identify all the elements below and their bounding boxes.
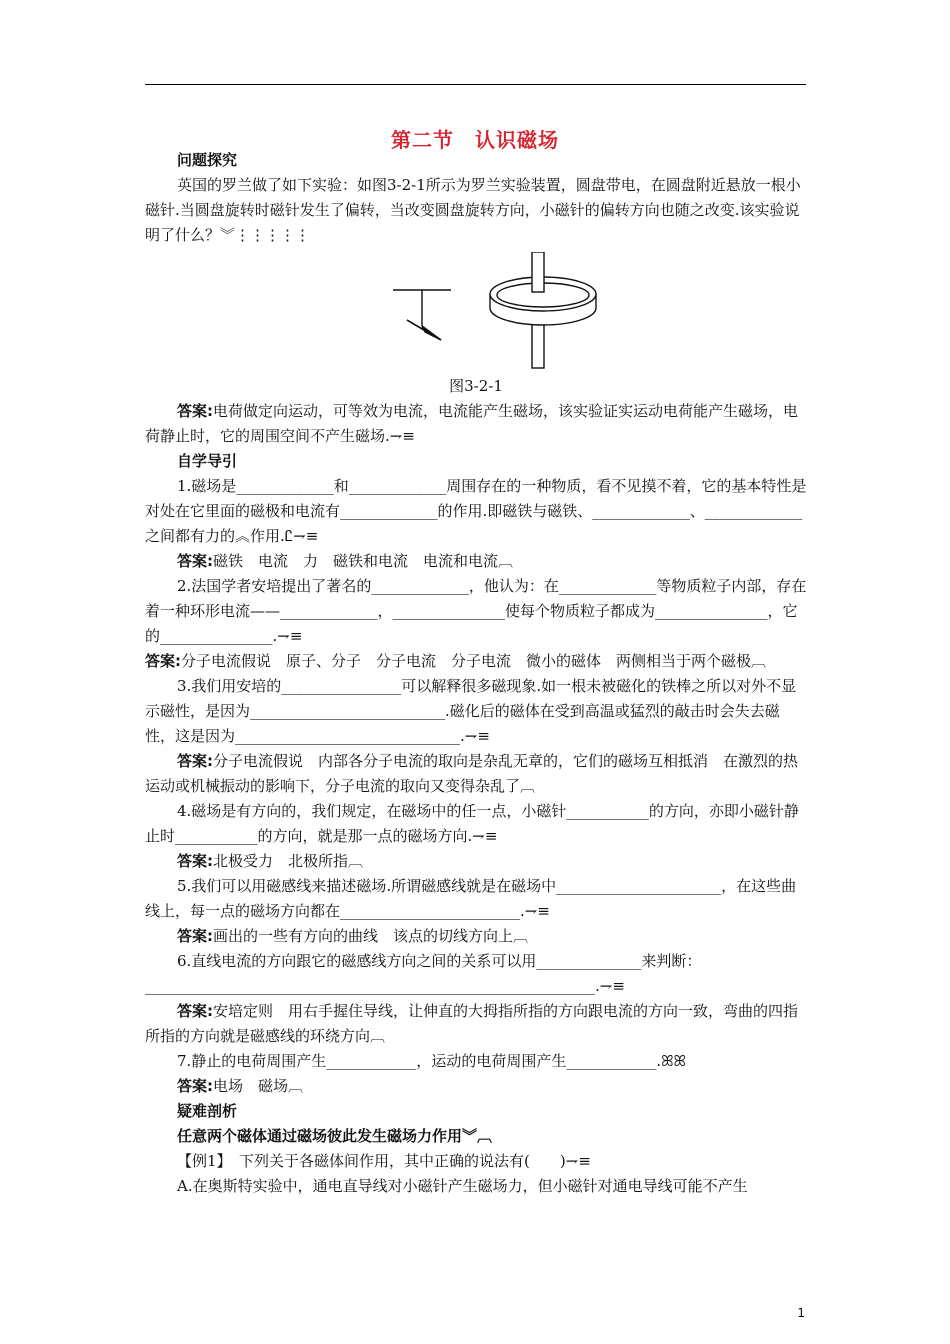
answer-1 [145, 549, 807, 574]
answer-label: 答案: [177, 852, 213, 870]
answer-4 [145, 849, 807, 874]
magnetic-needle-icon [393, 290, 451, 340]
question-1: 1.磁场是_____________和_____________周围存在的一种物质，看不见摸不着，它的基本特性是对处在它里面的磁极和电流有_____________的作用.即磁铁与磁铁、_____________、_____________之间都有力的︽作用.Ꮭ⇁≡ [145, 477, 807, 545]
answer-2 [145, 649, 807, 674]
answer-label: 答案: [177, 402, 213, 420]
answer-6 [145, 999, 807, 1049]
page-title: 第二节 认识磁场 [391, 128, 559, 152]
inquiry-answer [145, 399, 807, 449]
answer-text: 画出的一些有方向的曲线 该点的切线方向上︹ [213, 927, 529, 945]
answer-3 [145, 749, 807, 799]
answer-label: 答案: [177, 1077, 213, 1095]
answer-label: 答案: [145, 652, 181, 670]
answer-7 [145, 1074, 807, 1099]
answer-text: 磁铁 电流 力 磁铁和电流 电流和电流︹ [213, 552, 514, 570]
question-4: 4.磁场是有方向的，我们规定，在磁场中的任一点，小磁针___________的方向，亦即小磁针静止时___________的方向，就是那一点的磁场方向.⇁≡ [145, 802, 799, 845]
answer-text: 分子电流假说 内部各分子电流的取向是杂乱无章的，它们的磁场互相抵消 在激烈的热运动或机械振动的影响下，分子电流的取向又变得杂乱了︹ [145, 752, 799, 795]
answer-label: 答案: [177, 552, 213, 570]
answer-label: 答案: [177, 927, 213, 945]
answer-text: 安培定则 用右手握住导线，让伸直的大拇指所指的方向跟电流的方向一致，弯曲的四指所指的方向就是磁感线的环绕方向︹ [145, 1002, 799, 1045]
answer-text: 电场 磁场︹ [213, 1077, 304, 1095]
question-7: 7.静止的电荷周围产生____________，运动的电荷周围产生____________.ꕤꕤ [177, 1052, 687, 1070]
figure-3-2-1 [145, 252, 807, 374]
answer-text: 电荷做定向运动，可等效为电流，电流能产生磁场，该实验证实运动电荷能产生磁场，电荷静止时，它的周围空间不产生磁场.⇁≡ [145, 402, 799, 445]
rowland-apparatus-diagram [145, 252, 807, 374]
inquiry-paragraph: 英国的罗兰做了如下实验：如图3-2-1所示为罗兰实验装置，圆盘带电，在圆盘附近悬放一根小磁针.当圆盘旋转时磁针发生了偏转，当改变圆盘旋转方向，小磁针的偏转方向也随之改变.该实验说明了什么？︾⋮⋮⋮⋮⋮ [145, 176, 801, 244]
figure-caption: 图3-2-1 [449, 377, 503, 395]
page-number: 1 [797, 1306, 805, 1320]
answer-5 [145, 924, 807, 949]
answer-label: 答案: [177, 1002, 213, 1020]
topic-heading: 任意两个磁体通过磁场彼此发生磁场力作用︾︹ [177, 1127, 493, 1145]
answer-text: 分子电流假说 原子、分子 分子电流 分子电流 微小的磁体 两侧相当于两个磁极︹ [181, 652, 767, 670]
section-heading-difficulty: 疑难剖析 [177, 1102, 238, 1120]
document-body [145, 148, 807, 1199]
question-6: 6.直线电流的方向跟它的磁感线方向之间的关系可以用______________来判断：____________________________________________________________.⇁≡ [145, 952, 702, 995]
section-heading-self-study: 自学导引 [177, 452, 238, 470]
example-1: 【例1】 下列关于各磁体间作用，其中正确的说法有( )⇁≡ [177, 1152, 591, 1170]
answer-text: 北极受力 北极所指︹ [213, 852, 364, 870]
answer-label: 答案: [177, 752, 213, 770]
header-rule [145, 84, 806, 85]
section-heading-inquiry: 问题探究 [177, 151, 238, 169]
option-a: A.在奥斯特实验中，通电直导线对小磁针产生磁场力，但小磁针对通电导线可能不产生 [177, 1177, 748, 1195]
question-5: 5.我们可以用磁感线来描述磁场.所谓磁感线就是在磁场中______________________，在这些曲线上，每一点的磁场方向都在________________________.⇁≡ [145, 877, 797, 920]
question-3: 3.我们用安培的________________可以解释很多磁现象.如一根未被磁化的铁棒之所以对外不显示磁性，是因为__________________________.磁化后的磁体在受到高温或猛烈的敲击时会失去磁性，这是因为______________________________.⇁≡ [145, 677, 797, 745]
rotating-disk-icon [490, 252, 596, 368]
question-2: 2.法国学者安培提出了著名的_____________，他认为：在_____________等物质粒子内部，存在着一种环形电流——_____________，_______________使每个物质粒子都成为_______________，它的_______________.⇁≡ [145, 577, 807, 645]
